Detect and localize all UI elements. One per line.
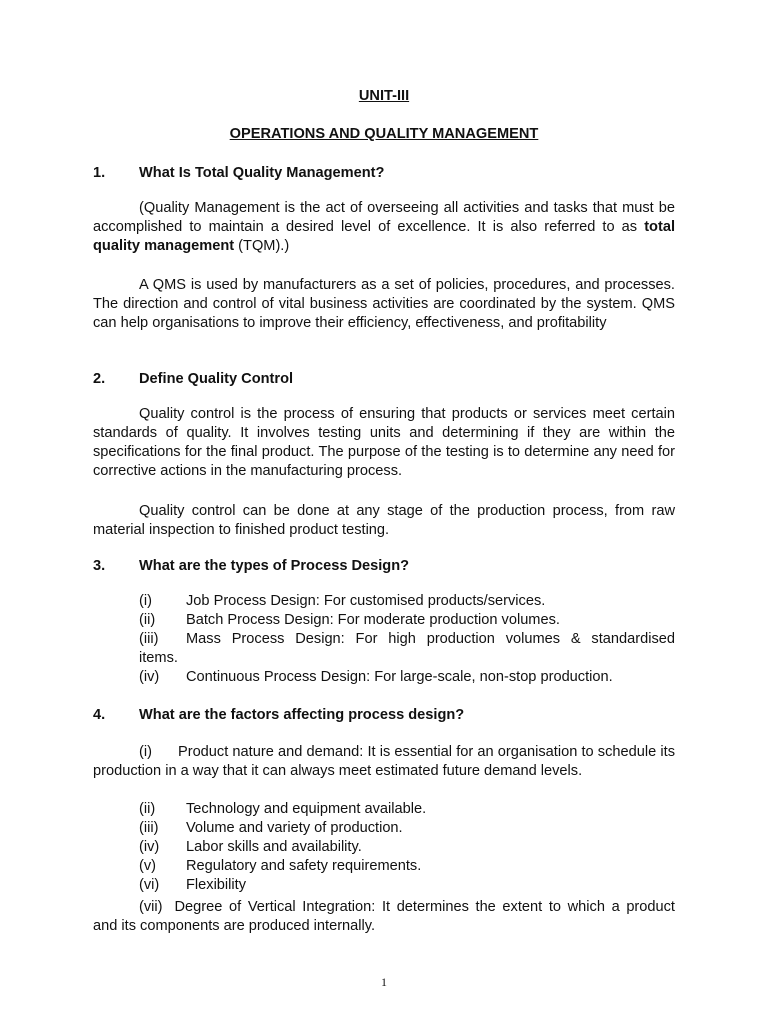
item-numeral: (i) — [139, 593, 152, 609]
list-item-continuation: items. — [139, 650, 178, 666]
question-title: What are the factors affecting process design? — [139, 707, 465, 723]
q2-paragraph-2: Quality control can be done at any stage of the production process, from raw material inspection to finished product testing. — [93, 503, 675, 538]
question-number: 2. — [93, 371, 106, 387]
item-text: Labor skills and availability. — [186, 839, 362, 855]
q1-paragraph-2: A QMS is used by manufacturers as a set of policies, procedures, and processes. The direction and control of vital business activities are coordinated by the system. QMS can help organisations to improve their efficiency, effectiveness, and profitability — [93, 277, 675, 331]
item-numeral: (ii) — [139, 612, 156, 628]
item-text: Regulatory and safety requirements. — [186, 858, 422, 874]
list-item — [139, 668, 675, 687]
item-text: Volume and variety of production. — [186, 820, 403, 836]
q1-p1-text-end: (TQM).) — [234, 238, 290, 254]
process-design-types-list — [139, 592, 675, 687]
question-title: Define Quality Control — [139, 371, 294, 387]
item-text: Job Process Design: For customised products/services. — [186, 593, 546, 609]
list-item — [139, 819, 675, 838]
item-text: Batch Process Design: For moderate production volumes. — [186, 612, 560, 628]
item-text: Technology and equipment available. — [186, 801, 427, 817]
item-text: Mass Process Design: For high production volumes & standardised — [186, 631, 675, 647]
list-item — [139, 800, 675, 819]
item-numeral: (v) — [139, 858, 157, 874]
list-item — [139, 611, 675, 630]
item-numeral: (ii) — [139, 801, 156, 817]
item-numeral: (vii) — [139, 899, 163, 915]
document-heading: OPERATIONS AND QUALITY MANAGEMENT — [229, 126, 539, 142]
list-item — [139, 876, 675, 895]
item-numeral: (iii) — [139, 820, 159, 836]
question-number: 1. — [93, 165, 106, 181]
question-number: 4. — [93, 707, 106, 723]
page-number: 1 — [381, 975, 387, 989]
list-item — [139, 630, 675, 649]
question-title: What are the types of Process Design? — [139, 558, 410, 574]
item-numeral: (iv) — [139, 839, 160, 855]
item-text: Continuous Process Design: For large-scale, non-stop production. — [186, 669, 613, 685]
item-numeral: (vi) — [139, 877, 160, 893]
item-numeral: (iv) — [139, 669, 160, 685]
item-text: Degree of Vertical Integration: It determines the extent to which a product and its components are produced internally. — [93, 899, 675, 934]
q1-paragraph-1 — [93, 199, 675, 256]
unit-title: UNIT-III — [358, 88, 410, 104]
list-item — [139, 857, 675, 876]
item-text: Flexibility — [186, 877, 247, 893]
q1-p1-text: (Quality Management is the act of overseeing all activities and tasks that must be accomplished to maintain a desired level of excellence. It is also referred to as — [93, 200, 675, 235]
item-numeral: (i) — [139, 744, 152, 760]
item-numeral: (iii) — [139, 631, 159, 647]
question-number: 3. — [93, 558, 106, 574]
list-item — [139, 592, 675, 611]
factor-item-7 — [93, 898, 675, 936]
item-text: Product nature and demand: It is essential for an organisation to schedule its production in a way that it can always meet estimated future demand levels. — [93, 744, 675, 779]
list-item — [139, 838, 675, 857]
q1-p1-bold-term: total quality management — [93, 219, 675, 254]
process-design-factors-list — [139, 800, 675, 895]
question-title: What Is Total Quality Management? — [139, 165, 385, 181]
q2-paragraph-1: Quality control is the process of ensuring that products or services meet certain standards of quality. It involves testing units and determining if they are within the specifications for the final product. The purpose of the testing is to determine any need for corrective actions in the manufacturing process. — [93, 406, 675, 479]
factor-item-1 — [93, 743, 675, 781]
